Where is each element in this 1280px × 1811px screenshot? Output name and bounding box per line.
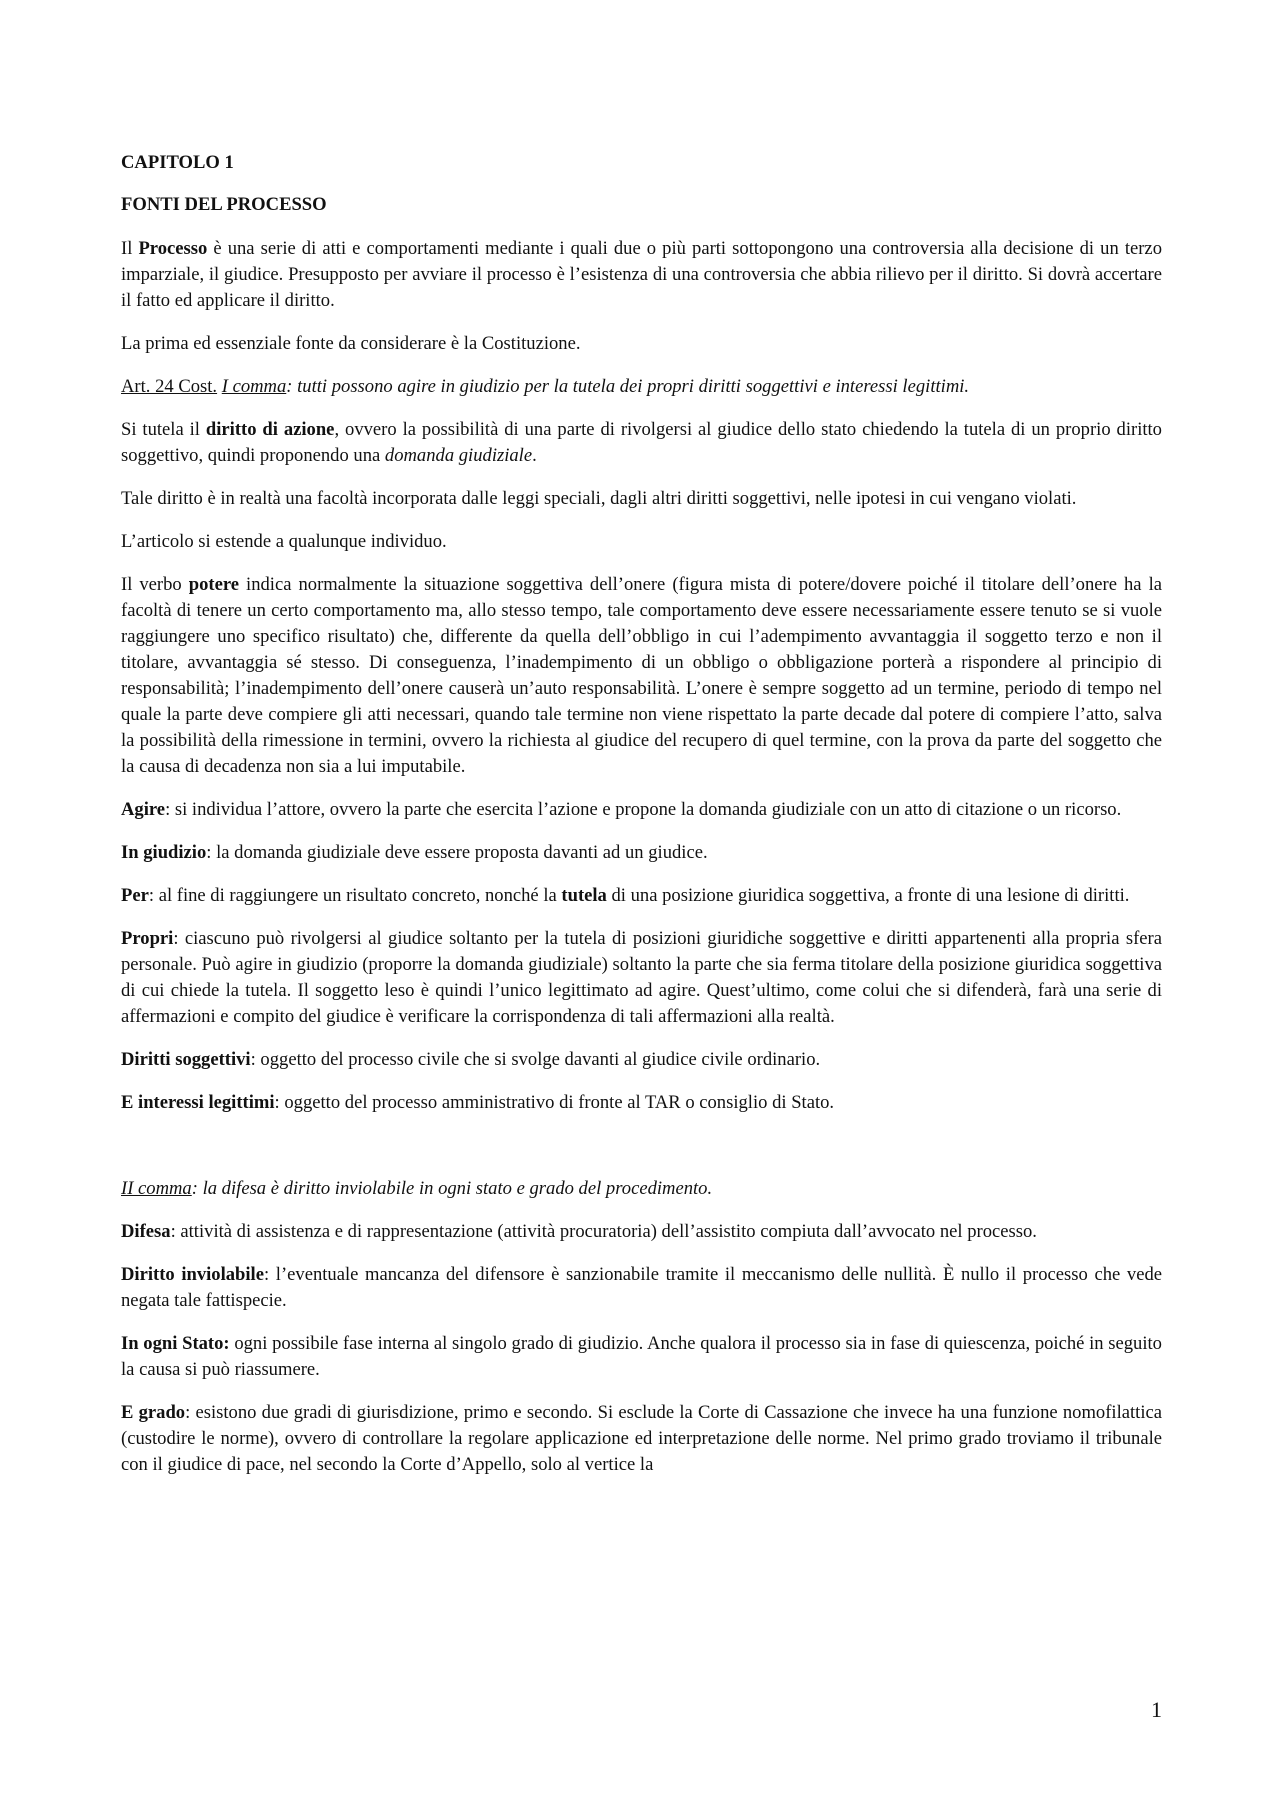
bold-term: Per — [121, 885, 149, 906]
text-run: : oggetto del processo civile che si svolge davanti al giudice civile ordinario. — [250, 1049, 821, 1070]
comma-reference: I comma — [221, 376, 287, 397]
bold-term: tutela — [561, 885, 607, 906]
text-run: di una posizione giuridica soggettiva, a fronte di una lesione di diritti. — [606, 885, 1130, 906]
text-run: , ovvero la possibilità di una parte di rivolgersi al giudice dello stato chiedendo la tutela di un proprio diritto soggettivo, quindi proponendo una — [121, 419, 1162, 466]
article-quote: : tutti possono agire in giudizio per la tutela dei propri diritti soggettivi e interessi legittimi. — [286, 376, 970, 397]
text-run: : si individua l’attore, ovvero la parte che esercita l’azione e propone la domanda giudiziale con un atto di citazione o un ricorso. — [165, 799, 1122, 820]
page-number: 1 — [1151, 1697, 1162, 1722]
text-run: : l’eventuale mancanza del difensore è sanzionabile tramite il meccanismo delle nullità. È nullo il processo che vede negata tale fattispecie. — [121, 1264, 1162, 1311]
text-run: ogni possibile fase interna al singolo grado di giudizio. Anche qualora il processo sia in fase di quiescenza, poiché in seguito la causa si può riassumere. — [121, 1333, 1162, 1380]
bold-term: E grado — [121, 1402, 186, 1423]
paragraph-agire — [121, 797, 1162, 823]
bold-term: In ogni Stato: — [121, 1333, 230, 1354]
paragraph-processo — [121, 236, 1162, 314]
text-run: : ciascuno può rivolgersi al giudice soltanto per la tutela di posizioni giuridiche soggettive e diritti appartenenti alla propria sfera personale. Può agire in giudizio (proporre la domanda giudiziale) soltanto la parte che sia ferma titolare della posizione giuridica soggettiva di cui chiede la tutela. Il soggetto leso è quindi l’unico legittimato ad agire. Quest’ultimo, come colui che si difenderà, farà una serie di affermazioni e compito del giudice è verificare la corrispondenza di tali affermazioni alla realtà. — [121, 928, 1162, 1027]
text-run: : al fine di raggiungere un risultato concreto, nonché la — [148, 885, 562, 906]
text-run: Il — [121, 238, 139, 259]
text-run: è una serie di atti e comportamenti mediante i quali due o più parti sottopongono una controversia alla decisione di un terzo imparziale, il giudice. Presupposto per avviare il processo è l’esistenza di una controversia che abbia rilievo per il diritto. Si dovrà accertare il fatto ed applicare il diritto. — [121, 238, 1162, 311]
paragraph-difesa — [121, 1219, 1162, 1245]
bold-term: Diritto inviolabile — [121, 1264, 264, 1285]
text-run: : oggetto del processo amministrativo di fronte al TAR o consiglio di Stato. — [274, 1092, 835, 1113]
section-heading: FONTI DEL PROCESSO — [121, 194, 327, 215]
text-run: : esistono due gradi di giurisdizione, primo e secondo. Si esclude la Corte di Cassazione che invece ha una funzione nomofilattica (custodire le norme), ovvero di controllare la regolare applicazione ed interpretazione delle norme. Nel primo grado troviamo il tribunale con il giudice di pace, nel secondo la Corte d’Appello, solo al vertice la — [121, 1402, 1162, 1475]
bold-term: E interessi legittimi — [121, 1092, 275, 1113]
paragraph-costituzione: La prima ed essenziale fonte da considerare è la Costituzione. — [121, 333, 581, 354]
paragraph-art-24 — [121, 374, 1162, 400]
comma-reference: II comma — [121, 1178, 192, 1199]
bold-term: Difesa — [121, 1221, 171, 1242]
paragraph-grado — [121, 1400, 1162, 1478]
bold-term: Agire — [121, 799, 166, 820]
paragraph-propri — [121, 926, 1162, 1030]
text-run: Si tutela il — [121, 419, 206, 440]
bold-term: diritto di azione — [205, 419, 335, 440]
paragraph-in-giudizio — [121, 840, 1162, 866]
bold-term: Propri — [121, 928, 174, 949]
paragraph-diritti-soggettivi — [121, 1047, 1162, 1073]
paragraph-facolta: Tale diritto è in realtà una facoltà incorporata dalle leggi speciali, dagli altri diritti soggettivi, nelle ipotesi in cui vengano violati. — [121, 488, 1077, 509]
document-body — [121, 150, 1162, 1495]
text-run: indica normalmente la situazione soggettiva dell’onere (figura mista di potere/dovere poiché il titolare dell’onere ha la facoltà di tenere un certo comportamento ma, allo stesso tempo, tale comportamento deve essere necessariamente essere tenuto se si vuole raggiungere uno specifico risultato) che, differente da quella dell’obbligo in cui l’adempimento avvantaggia il soggetto terzo e non il titolare, avvantaggia sé stesso. Di conseguenza, l’inadempimento di un obbligo o obbligazione porterà a rispondere al principio di responsabilità; l’inadempimento dell’onere causerà un’auto responsabilità. L’onere è sempre soggetto ad un termine, periodo di tempo nel quale la parte deve compiere gli atti necessari, quando tale termine non viene rispettato la parte decade dal potere di compiere l’atto, salva la possibilità della rimessione in termini, ovvero la richiesta al giudice del recupero di quel termine, con la prova da parte del soggetto che la causa di decadenza non sia a lui imputabile. — [121, 574, 1162, 777]
text-run: Il verbo — [121, 574, 189, 595]
bold-term: In giudizio — [121, 842, 207, 863]
paragraph-per — [121, 883, 1162, 909]
paragraph-ogni-stato — [121, 1331, 1162, 1383]
text-run: : attività di assistenza e di rappresentazione (attività procuratoria) dell’assistito compiuta dall’avvocato nel processo. — [170, 1221, 1037, 1242]
paragraph-ii-comma — [121, 1176, 1162, 1202]
bold-term: Diritti soggettivi — [121, 1049, 251, 1070]
article-quote: : la difesa è diritto inviolabile in ogni stato e grado del procedimento. — [191, 1178, 713, 1199]
text-run: . — [532, 445, 537, 466]
chapter-heading: CAPITOLO 1 — [121, 152, 234, 173]
paragraph-potere — [121, 572, 1162, 780]
article-reference: Art. 24 Cost. — [121, 376, 218, 397]
paragraph-diritto-azione — [121, 417, 1162, 469]
italic-term: domanda giudiziale — [384, 445, 533, 466]
text-run: : la domanda giudiziale deve essere proposta davanti ad un giudice. — [206, 842, 708, 863]
paragraph-diritto-inviolabile — [121, 1262, 1162, 1314]
paragraph-interessi-legittimi — [121, 1090, 1162, 1116]
bold-term: Processo — [138, 238, 208, 259]
paragraph-individuo: L’articolo si estende a qualunque individuo. — [121, 531, 447, 552]
bold-term: potere — [188, 574, 240, 595]
vertical-spacer — [121, 1133, 1162, 1176]
